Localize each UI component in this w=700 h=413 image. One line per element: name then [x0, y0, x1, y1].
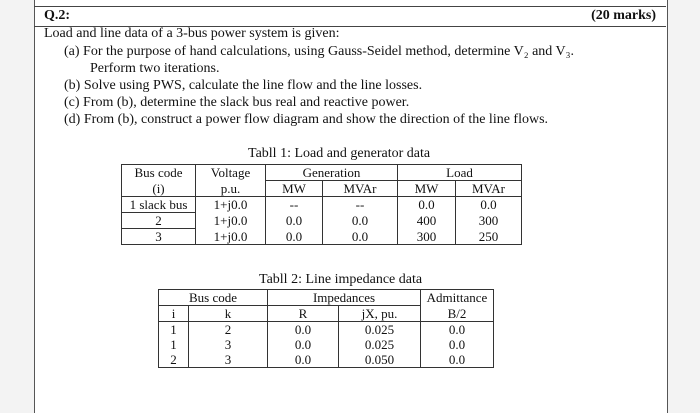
table-cell: 0.0 [268, 352, 339, 368]
table-cell: 300 [456, 213, 522, 229]
table-cell: 250 [456, 229, 522, 245]
table-cell: 0.050 [339, 352, 421, 368]
part-a-line1: (a) For the purpose of hand calculations, using Gauss-Seidel method, determine V₂ and V₃. [64, 44, 575, 59]
table2-header-admittance: Admittance [421, 290, 494, 306]
table-cell: 0.025 [339, 337, 421, 352]
table1-header-row-1 [122, 165, 522, 181]
table1-header-gen-mw: MW [266, 181, 323, 197]
table1-header-pu: p.u. [196, 181, 266, 197]
table-cell: 1+j0.0 [196, 213, 266, 229]
table-cell: 0.0 [266, 213, 323, 229]
question-header [34, 6, 666, 27]
part-c: (c) From (b), determine the slack bus real and reactive power. [64, 95, 410, 110]
table-cell: 0.0 [323, 229, 398, 245]
table-cell: 2 [122, 213, 196, 229]
question-parts [64, 43, 574, 128]
table-cell: 3 [122, 229, 196, 245]
table-cell: 3 [189, 352, 268, 368]
table2-header-row-2 [159, 306, 494, 322]
table-cell: 2 [159, 352, 189, 368]
question-marks: (20 marks) [591, 8, 656, 23]
table2-header-jx: jX, pu. [339, 306, 421, 322]
table-cell: 0.0 [398, 197, 456, 213]
table2-header-i: i [159, 306, 189, 322]
table-cell: 2 [189, 322, 268, 338]
table2-header-r: R [268, 306, 339, 322]
table-row [159, 322, 494, 338]
table-cell: 0.0 [266, 229, 323, 245]
table-cell: 0.0 [323, 213, 398, 229]
table1-header-load: Load [398, 165, 522, 181]
part-b: (b) Solve using PWS, calculate the line flow and the line losses. [64, 78, 423, 93]
table1-caption: Tabll 1: Load and generator data [248, 146, 431, 161]
table-cell: 1 [159, 337, 189, 352]
table-cell: 0.0 [421, 337, 494, 352]
part-d: (d) From (b), construct a power flow diagram and show the direction of the line flows. [64, 112, 549, 127]
table1-header-bus-code: Bus code [122, 165, 196, 181]
table1-header-load-mw: MW [398, 181, 456, 197]
table-cell: 0.0 [268, 337, 339, 352]
table2-caption: Tabll 2: Line impedance data [259, 272, 423, 287]
table-cell: 0.0 [421, 322, 494, 338]
table2-header-row-1 [159, 290, 494, 306]
table1-header-load-mvar: MVAr [456, 181, 522, 197]
table-cell: 0.0 [421, 352, 494, 368]
table-cell: 400 [398, 213, 456, 229]
question-intro: Load and line data of a 3-bus power system is given: [44, 26, 340, 41]
table1-header-generation: Generation [266, 165, 398, 181]
table-cell: 0.0 [456, 197, 522, 213]
table-cell: -- [266, 197, 323, 213]
table2-header-impedances: Impedances [268, 290, 421, 306]
table-row [159, 337, 494, 352]
table2-header-k: k [189, 306, 268, 322]
part-a-line2: Perform two iterations. [90, 61, 220, 76]
table-row [122, 197, 522, 213]
table1-header-voltage: Voltage [196, 165, 266, 181]
table-cell: 300 [398, 229, 456, 245]
table2-header-b2: B/2 [421, 306, 494, 322]
table-cell: 1+j0.0 [196, 229, 266, 245]
line-impedance-table [158, 289, 494, 368]
table-cell: 0.0 [268, 322, 339, 338]
table1-header-i: (i) [122, 181, 196, 197]
table2-header-bus-code: Bus code [159, 290, 268, 306]
table-cell: 0.025 [339, 322, 421, 338]
table-cell: 1+j0.0 [196, 197, 266, 213]
table-cell: 1 [159, 322, 189, 338]
table1-header-gen-mvar: MVAr [323, 181, 398, 197]
table1-header-row-2 [122, 181, 522, 197]
question-number: Q.2: [44, 8, 71, 23]
load-generator-table [121, 164, 522, 245]
table-cell: -- [323, 197, 398, 213]
table-cell: 1 slack bus [122, 197, 196, 213]
table-cell: 3 [189, 337, 268, 352]
table-row [122, 213, 522, 229]
table-row [122, 229, 522, 245]
table-row [159, 352, 494, 368]
